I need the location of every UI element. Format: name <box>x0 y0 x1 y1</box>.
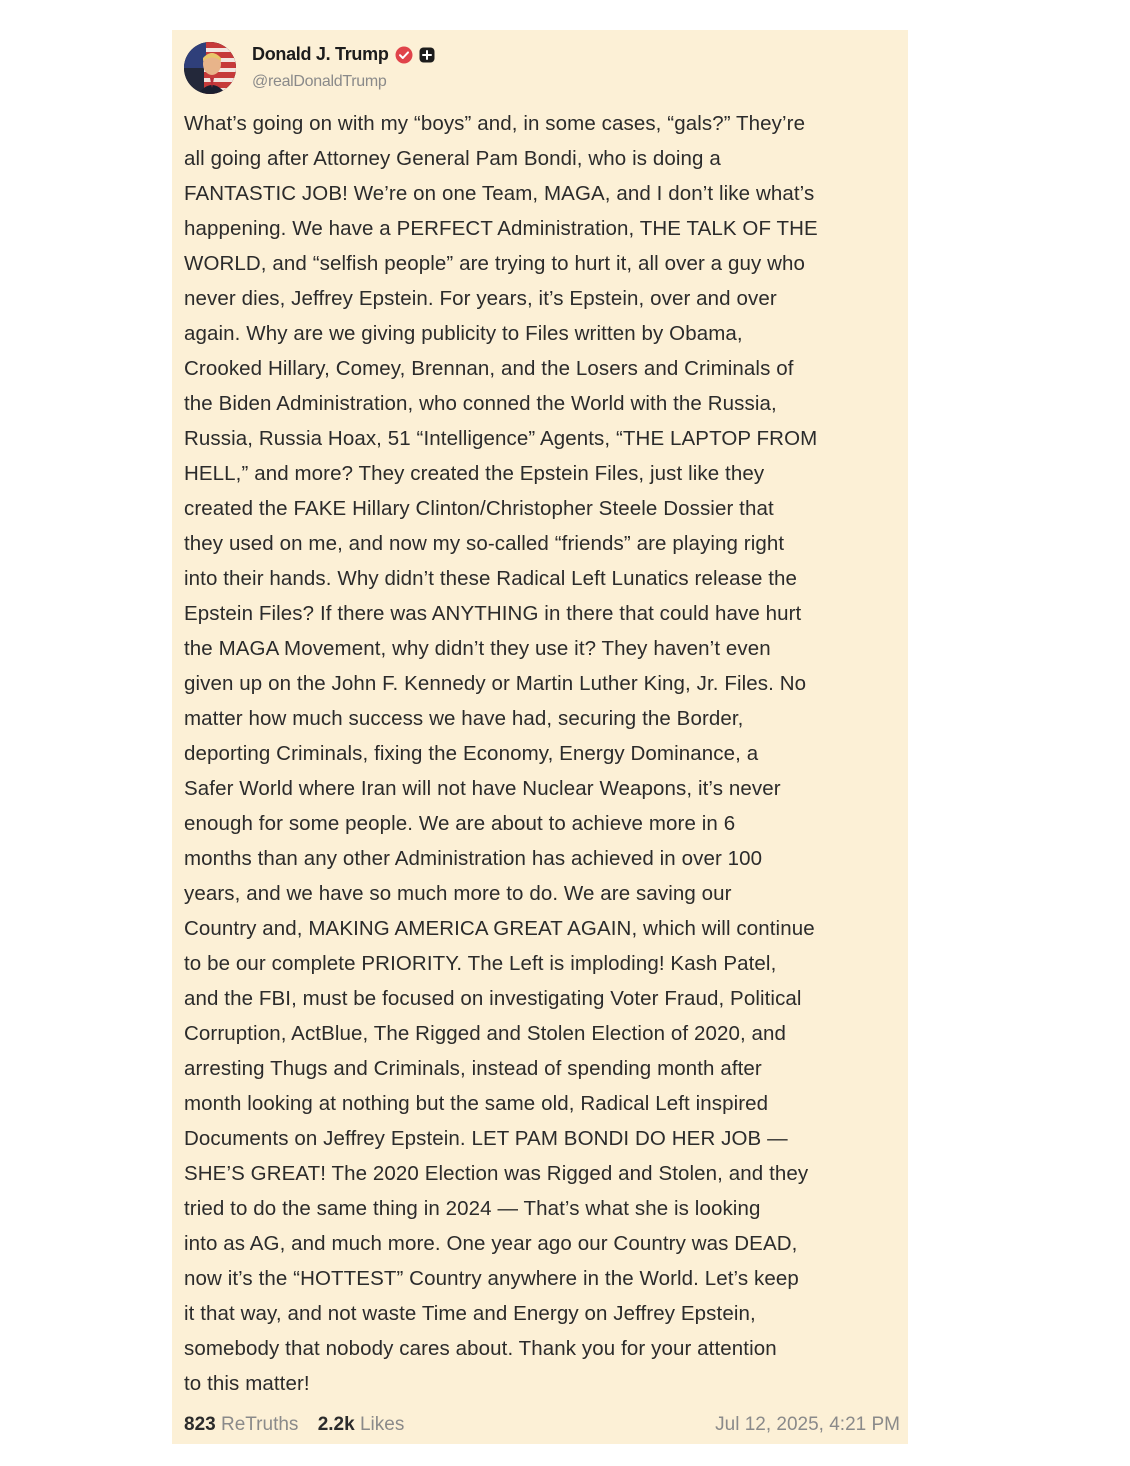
post-text-line: month looking at nothing but the same old, Radical Left inspired <box>184 1092 769 1115</box>
likes-count: 2.2k <box>317 1414 355 1435</box>
post-text-line: arresting Thugs and Criminals, instead of spending month after <box>184 1057 762 1080</box>
post-text-line: all going after Attorney General Pam Bondi, who is doing a <box>184 147 721 170</box>
post-text-line: deporting Criminals, fixing the Economy, Energy Dominance, a <box>184 742 759 765</box>
post-text-line: Russia, Russia Hoax, 51 “Intelligence” Agents, “THE LAPTOP FROM <box>184 427 818 450</box>
post-header <box>184 42 884 98</box>
post-text-line: enough for some people. We are about to achieve more in 6 <box>184 812 736 835</box>
post-text-line: SHE’S GREAT! The 2020 Election was Rigged and Stolen, and they <box>184 1162 809 1185</box>
post-text-line: they used on me, and now my so-called “friends” are playing right <box>184 532 785 555</box>
post-text-line: again. Why are we giving publicity to Files written by Obama, <box>184 322 743 345</box>
post-text-line: Documents on Jeffrey Epstein. LET PAM BONDI DO HER JOB — <box>184 1127 788 1150</box>
post-text-line: years, and we have so much more to do. We are saving our <box>184 882 732 905</box>
author-handle[interactable]: @realDonaldTrump <box>252 73 387 90</box>
post-text-line: it that way, and not waste Time and Energy on Jeffrey Epstein, <box>184 1302 756 1325</box>
post-text-line: Crooked Hillary, Comey, Brennan, and the Losers and Criminals of <box>184 357 794 380</box>
post-text-line: now it’s the “HOTTEST” Country anywhere in the World. Let’s keep <box>184 1267 799 1290</box>
post-text-line: matter how much success we have had, securing the Border, <box>184 707 744 730</box>
post-text-line: happening. We have a PERFECT Administration, THE TALK OF THE <box>184 217 818 240</box>
post-text-line: to this matter! <box>184 1372 310 1395</box>
likes-label: Likes <box>359 1414 405 1435</box>
post-text-line: the MAGA Movement, why didn’t they use it? They haven’t even <box>184 637 771 660</box>
post-text-line: months than any other Administration has achieved in over 100 <box>184 847 763 870</box>
post-text-line: What’s going on with my “boys” and, in some cases, “gals?” They’re <box>184 112 806 135</box>
post-text-line: FANTASTIC JOB! We’re on one Team, MAGA, and I don’t like what’s <box>184 182 815 205</box>
verified-badge-icon <box>395 46 413 64</box>
post-text-line: Country and, MAKING AMERICA GREAT AGAIN, which will continue <box>184 917 815 940</box>
post-text-line: tried to do the same thing in 2024 — That’s what she is looking <box>184 1197 761 1220</box>
post-text-line: to be our complete PRIORITY. The Left is imploding! Kash Patel, <box>184 952 777 975</box>
post-text-line: WORLD, and “selfish people” are trying to hurt it, all over a guy who <box>184 252 806 275</box>
retruths-label: ReTruths <box>220 1414 299 1435</box>
profile-photo-icon <box>184 42 236 94</box>
post-text-line: Epstein Files? If there was ANYTHING in there that could have hurt <box>184 602 802 625</box>
post-text-line: Corruption, ActBlue, The Rigged and Stolen Election of 2020, and <box>184 1022 787 1045</box>
plus-badge-icon <box>419 47 435 63</box>
post-text-line: and the FBI, must be focused on investigating Voter Fraud, Political <box>184 987 802 1010</box>
post-text-line: created the FAKE Hillary Clinton/Christopher Steele Dossier that <box>184 497 774 520</box>
post-text-line: the Biden Administration, who conned the World with the Russia, <box>184 392 777 415</box>
post-text <box>184 106 902 1401</box>
post-text-line: Safer World where Iran will not have Nuclear Weapons, it’s never <box>184 777 781 800</box>
likes-stat[interactable] <box>318 1414 405 1436</box>
retruths-count: 823 <box>184 1414 216 1435</box>
post-text-line: into as AG, and much more. One year ago our Country was DEAD, <box>184 1232 798 1255</box>
post-text-line: HELL,” and more? They created the Epstein Files, just like they <box>184 462 765 485</box>
avatar[interactable] <box>184 42 236 94</box>
post-text-line: into their hands. Why didn’t these Radical Left Lunatics release the <box>184 567 798 590</box>
post-timestamp[interactable]: Jul 12, 2025, 4:21 PM <box>715 1414 900 1435</box>
post-footer <box>184 1414 900 1440</box>
author-display-name[interactable]: Donald J. Trump <box>252 44 389 64</box>
post-text-line: somebody that nobody cares about. Thank you for your attention <box>184 1337 777 1360</box>
post-text-line: given up on the John F. Kennedy or Martin Luther King, Jr. Files. No <box>184 672 807 695</box>
author-name-row <box>252 44 435 65</box>
post-card <box>172 30 908 1444</box>
retruths-stat[interactable] <box>184 1414 298 1436</box>
post-text-line: never dies, Jeffrey Epstein. For years, it’s Epstein, over and over <box>184 287 777 310</box>
